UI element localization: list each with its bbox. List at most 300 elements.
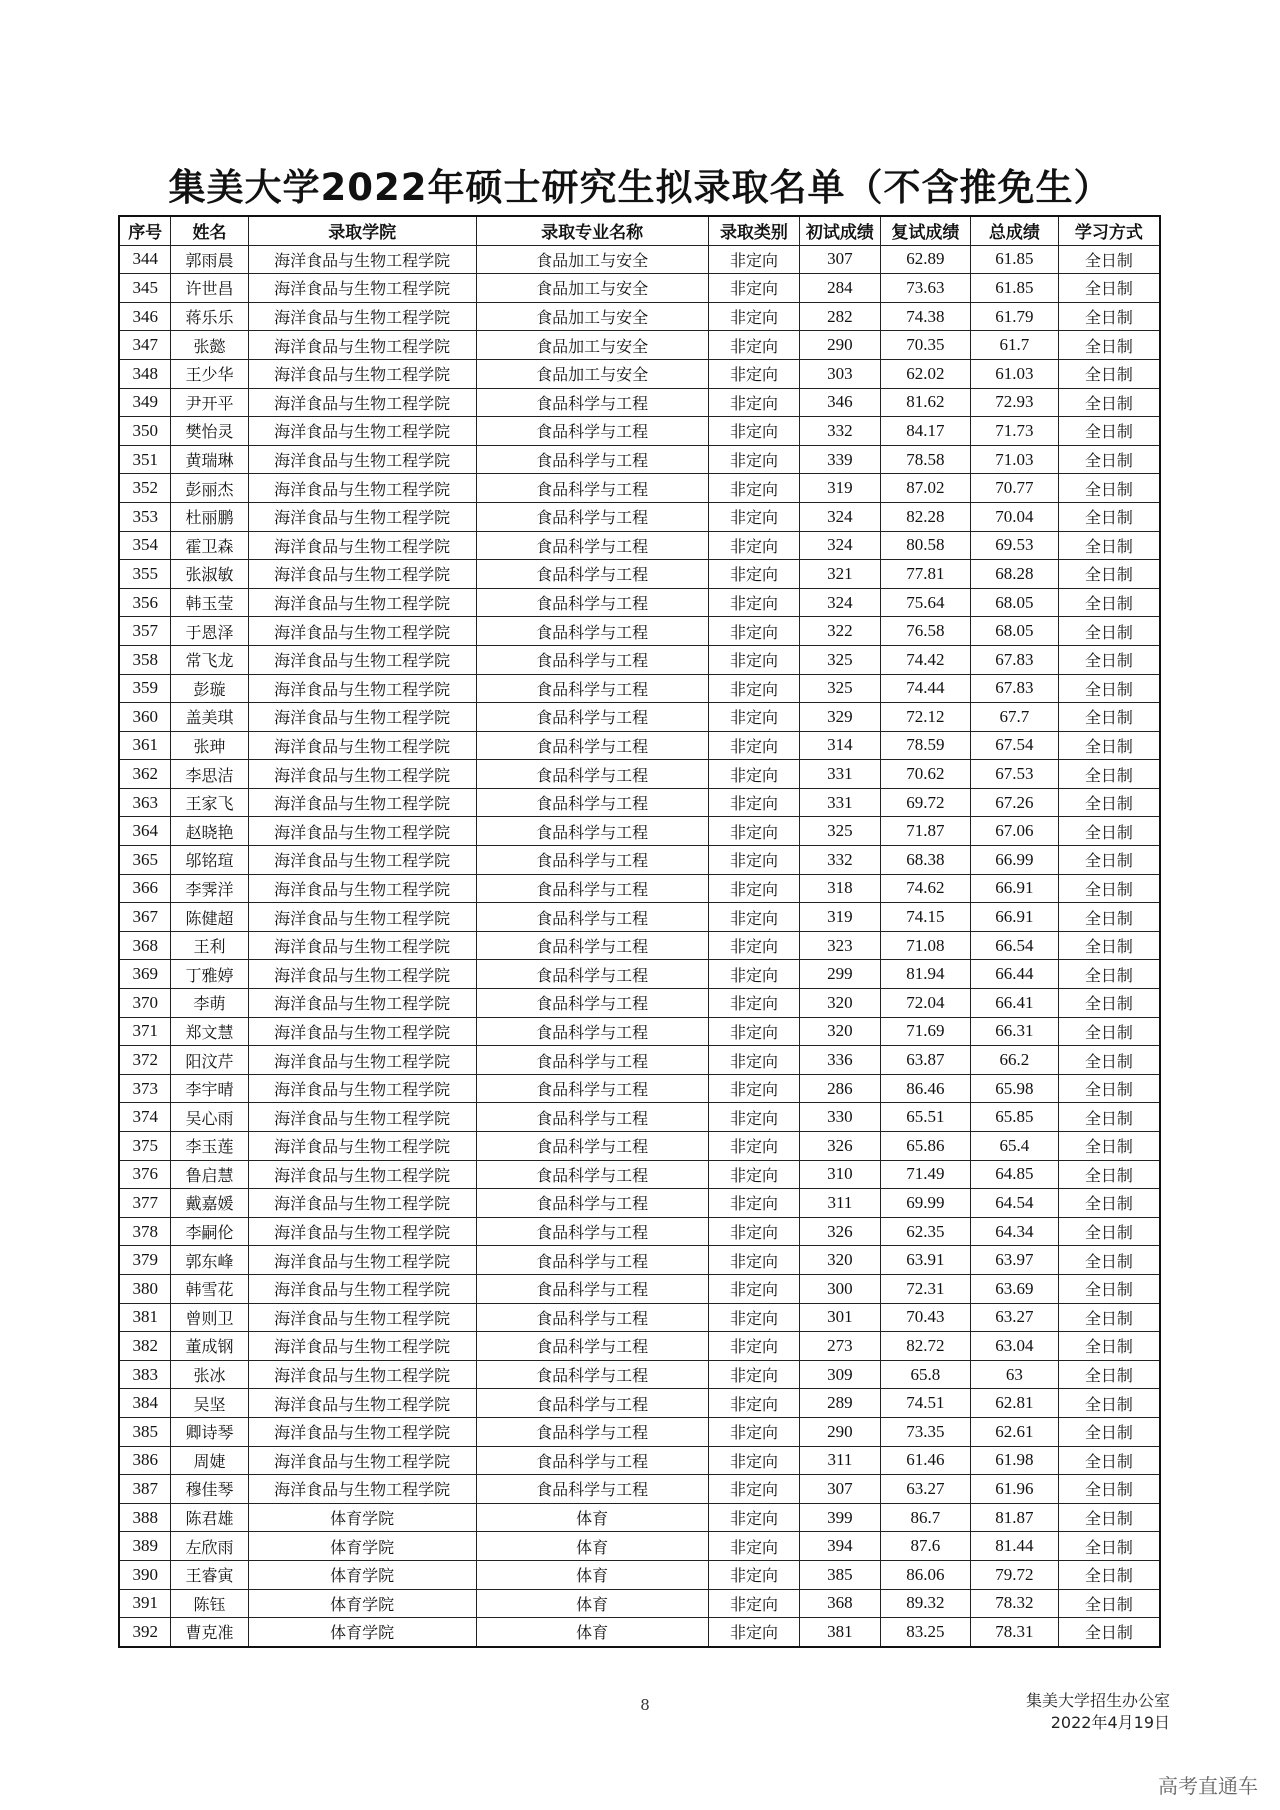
cell-college: 海洋食品与生物工程学院 [248,1417,476,1446]
cell-prelim-score: 319 [800,903,880,932]
cell-major: 食品科学与工程 [476,1160,708,1189]
cell-seq: 379 [119,1246,171,1275]
cell-total-score: 62.61 [971,1417,1059,1446]
cell-major: 食品科学与工程 [476,703,708,732]
cell-retest-score: 68.38 [880,846,971,875]
table-row [119,1475,1160,1504]
cell-total-score: 61.79 [971,302,1059,331]
cell-seq: 384 [119,1389,171,1418]
cell-college: 海洋食品与生物工程学院 [248,1103,476,1132]
cell-total-score: 61.03 [971,359,1059,388]
cell-study-mode: 全日制 [1058,445,1160,474]
cell-college: 海洋食品与生物工程学院 [248,617,476,646]
cell-college: 海洋食品与生物工程学院 [248,1132,476,1161]
cell-category: 非定向 [708,474,800,503]
cell-total-score: 65.4 [971,1132,1059,1161]
cell-name: 陈健超 [171,903,248,932]
cell-retest-score: 73.35 [880,1417,971,1446]
cell-retest-score: 69.72 [880,788,971,817]
cell-study-mode: 全日制 [1058,989,1160,1018]
cell-seq: 358 [119,645,171,674]
table-row [119,760,1160,789]
cell-name: 李嗣伦 [171,1217,248,1246]
cell-category: 非定向 [708,1160,800,1189]
cell-study-mode: 全日制 [1058,1560,1160,1589]
cell-major: 食品科学与工程 [476,1417,708,1446]
cell-name: 郭东峰 [171,1246,248,1275]
table-row [119,1360,1160,1389]
cell-major: 食品科学与工程 [476,1189,708,1218]
cell-category: 非定向 [708,1132,800,1161]
cell-seq: 360 [119,703,171,732]
cell-category: 非定向 [708,331,800,360]
cell-category: 非定向 [708,302,800,331]
cell-study-mode: 全日制 [1058,760,1160,789]
cell-seq: 344 [119,245,171,274]
cell-prelim-score: 399 [800,1503,880,1532]
cell-total-score: 79.72 [971,1560,1059,1589]
table-row [119,1246,1160,1275]
cell-major: 食品科学与工程 [476,874,708,903]
cell-study-mode: 全日制 [1058,1303,1160,1332]
cell-category: 非定向 [708,1189,800,1218]
cell-category: 非定向 [708,417,800,446]
cell-study-mode: 全日制 [1058,1246,1160,1275]
cell-seq: 390 [119,1560,171,1589]
col-header-major: 录取专业名称 [476,216,708,245]
cell-seq: 370 [119,989,171,1018]
cell-total-score: 62.81 [971,1389,1059,1418]
cell-total-score: 65.98 [971,1074,1059,1103]
cell-study-mode: 全日制 [1058,1332,1160,1361]
cell-category: 非定向 [708,1017,800,1046]
table-row [119,1074,1160,1103]
cell-total-score: 71.03 [971,445,1059,474]
cell-study-mode: 全日制 [1058,417,1160,446]
cell-category: 非定向 [708,1503,800,1532]
cell-prelim-score: 286 [800,1074,880,1103]
cell-category: 非定向 [708,1618,800,1647]
cell-study-mode: 全日制 [1058,1618,1160,1647]
cell-category: 非定向 [708,846,800,875]
cell-total-score: 70.04 [971,502,1059,531]
cell-total-score: 67.83 [971,674,1059,703]
cell-major: 食品科学与工程 [476,788,708,817]
table-row [119,703,1160,732]
cell-category: 非定向 [708,1246,800,1275]
cell-study-mode: 全日制 [1058,703,1160,732]
table-row [119,359,1160,388]
cell-college: 海洋食品与生物工程学院 [248,788,476,817]
cell-name: 郑文慧 [171,1017,248,1046]
cell-prelim-score: 289 [800,1389,880,1418]
table-row [119,1618,1160,1647]
cell-prelim-score: 332 [800,846,880,875]
cell-category: 非定向 [708,388,800,417]
cell-name: 张珅 [171,731,248,760]
cell-name: 尹开平 [171,388,248,417]
cell-total-score: 61.98 [971,1446,1059,1475]
table-row [119,560,1160,589]
cell-total-score: 66.54 [971,931,1059,960]
cell-name: 樊怡灵 [171,417,248,446]
cell-retest-score: 65.51 [880,1103,971,1132]
page-title: 集美大学2022年硕士研究生拟录取名单（不含推免生） [168,166,1112,209]
cell-retest-score: 87.02 [880,474,971,503]
cell-major: 体育 [476,1532,708,1561]
cell-college: 体育学院 [248,1560,476,1589]
cell-college: 海洋食品与生物工程学院 [248,1360,476,1389]
cell-prelim-score: 303 [800,359,880,388]
cell-total-score: 61.96 [971,1475,1059,1504]
cell-seq: 353 [119,502,171,531]
col-header-name: 姓名 [171,216,248,245]
cell-name: 王少华 [171,359,248,388]
cell-total-score: 72.93 [971,388,1059,417]
cell-study-mode: 全日制 [1058,359,1160,388]
cell-prelim-score: 300 [800,1274,880,1303]
cell-name: 彭丽杰 [171,474,248,503]
cell-study-mode: 全日制 [1058,1189,1160,1218]
cell-college: 海洋食品与生物工程学院 [248,302,476,331]
cell-seq: 349 [119,388,171,417]
cell-retest-score: 78.59 [880,731,971,760]
table-row [119,245,1160,274]
cell-major: 食品科学与工程 [476,989,708,1018]
cell-retest-score: 72.12 [880,703,971,732]
cell-prelim-score: 330 [800,1103,880,1132]
cell-major: 体育 [476,1618,708,1647]
cell-total-score: 66.91 [971,903,1059,932]
cell-name: 郭雨晨 [171,245,248,274]
cell-study-mode: 全日制 [1058,674,1160,703]
table-row [119,731,1160,760]
cell-seq: 385 [119,1417,171,1446]
table-row [119,474,1160,503]
page-number: 8 [640,1696,650,1714]
cell-seq: 352 [119,474,171,503]
table-row [119,1160,1160,1189]
cell-name: 杜丽鹏 [171,502,248,531]
cell-study-mode: 全日制 [1058,331,1160,360]
cell-prelim-score: 394 [800,1532,880,1561]
cell-college: 海洋食品与生物工程学院 [248,588,476,617]
cell-prelim-score: 307 [800,1475,880,1504]
cell-major: 食品科学与工程 [476,445,708,474]
cell-retest-score: 76.58 [880,617,971,646]
cell-name: 陈君雄 [171,1503,248,1532]
cell-retest-score: 86.06 [880,1560,971,1589]
cell-name: 盖美琪 [171,703,248,732]
cell-retest-score: 62.35 [880,1217,971,1246]
cell-category: 非定向 [708,502,800,531]
cell-retest-score: 63.87 [880,1046,971,1075]
cell-retest-score: 87.6 [880,1532,971,1561]
cell-seq: 378 [119,1217,171,1246]
watermark-text: 高考直通车 [1158,1774,1258,1798]
table-row [119,1017,1160,1046]
cell-study-mode: 全日制 [1058,1274,1160,1303]
cell-prelim-score: 321 [800,560,880,589]
cell-name: 鲁启慧 [171,1160,248,1189]
admission-table [118,215,1161,1648]
cell-college: 体育学院 [248,1503,476,1532]
cell-major: 食品科学与工程 [476,474,708,503]
table-row [119,960,1160,989]
cell-retest-score: 74.15 [880,903,971,932]
cell-name: 穆佳琴 [171,1475,248,1504]
cell-total-score: 66.99 [971,846,1059,875]
cell-college: 海洋食品与生物工程学院 [248,331,476,360]
cell-study-mode: 全日制 [1058,1217,1160,1246]
cell-name: 卿诗琴 [171,1417,248,1446]
cell-total-score: 69.53 [971,531,1059,560]
cell-college: 海洋食品与生物工程学院 [248,359,476,388]
cell-total-score: 67.83 [971,645,1059,674]
cell-college: 海洋食品与生物工程学院 [248,560,476,589]
cell-study-mode: 全日制 [1058,531,1160,560]
cell-retest-score: 86.7 [880,1503,971,1532]
cell-major: 食品科学与工程 [476,502,708,531]
col-header-retest-score: 复试成绩 [880,216,971,245]
cell-total-score: 68.05 [971,588,1059,617]
cell-study-mode: 全日制 [1058,1017,1160,1046]
cell-college: 海洋食品与生物工程学院 [248,1017,476,1046]
cell-seq: 375 [119,1132,171,1161]
cell-retest-score: 63.91 [880,1246,971,1275]
cell-total-score: 63.97 [971,1246,1059,1275]
cell-college: 海洋食品与生物工程学院 [248,1160,476,1189]
cell-name: 李萌 [171,989,248,1018]
cell-study-mode: 全日制 [1058,1360,1160,1389]
cell-prelim-score: 331 [800,760,880,789]
cell-seq: 372 [119,1046,171,1075]
cell-study-mode: 全日制 [1058,388,1160,417]
cell-study-mode: 全日制 [1058,1417,1160,1446]
cell-retest-score: 74.42 [880,645,971,674]
cell-retest-score: 63.27 [880,1475,971,1504]
cell-category: 非定向 [708,760,800,789]
cell-category: 非定向 [708,1103,800,1132]
cell-total-score: 67.26 [971,788,1059,817]
cell-category: 非定向 [708,1475,800,1504]
table-row [119,1046,1160,1075]
cell-total-score: 78.32 [971,1589,1059,1618]
cell-name: 彭璇 [171,674,248,703]
cell-study-mode: 全日制 [1058,1503,1160,1532]
cell-major: 食品科学与工程 [476,1360,708,1389]
cell-retest-score: 82.72 [880,1332,971,1361]
cell-major: 食品科学与工程 [476,846,708,875]
cell-study-mode: 全日制 [1058,302,1160,331]
table-header-row [119,216,1160,245]
cell-retest-score: 75.64 [880,588,971,617]
table-row [119,1560,1160,1589]
cell-seq: 347 [119,331,171,360]
cell-total-score: 65.85 [971,1103,1059,1132]
cell-prelim-score: 324 [800,502,880,531]
cell-college: 海洋食品与生物工程学院 [248,531,476,560]
cell-retest-score: 78.58 [880,445,971,474]
cell-name: 陈钰 [171,1589,248,1618]
cell-major: 食品科学与工程 [476,617,708,646]
cell-major: 食品科学与工程 [476,1217,708,1246]
cell-college: 海洋食品与生物工程学院 [248,1303,476,1332]
cell-category: 非定向 [708,1217,800,1246]
cell-study-mode: 全日制 [1058,731,1160,760]
cell-seq: 391 [119,1589,171,1618]
issuer-block [1026,1690,1170,1734]
cell-name: 邬铭瑄 [171,846,248,875]
cell-major: 食品科学与工程 [476,1017,708,1046]
cell-prelim-score: 309 [800,1360,880,1389]
table-row [119,1189,1160,1218]
cell-study-mode: 全日制 [1058,1074,1160,1103]
cell-college: 海洋食品与生物工程学院 [248,1446,476,1475]
cell-retest-score: 70.43 [880,1303,971,1332]
cell-college: 体育学院 [248,1618,476,1647]
cell-retest-score: 65.8 [880,1360,971,1389]
table-row [119,445,1160,474]
table-row [119,502,1160,531]
cell-retest-score: 62.02 [880,359,971,388]
cell-college: 海洋食品与生物工程学院 [248,989,476,1018]
cell-total-score: 64.34 [971,1217,1059,1246]
cell-name: 周婕 [171,1446,248,1475]
cell-name: 黄瑞琳 [171,445,248,474]
cell-category: 非定向 [708,960,800,989]
cell-prelim-score: 290 [800,1417,880,1446]
cell-prelim-score: 324 [800,588,880,617]
cell-total-score: 81.87 [971,1503,1059,1532]
cell-prelim-score: 284 [800,274,880,303]
cell-college: 海洋食品与生物工程学院 [248,1217,476,1246]
cell-major: 食品科学与工程 [476,1103,708,1132]
cell-name: 曹克准 [171,1618,248,1647]
cell-prelim-score: 318 [800,874,880,903]
table-row [119,417,1160,446]
cell-major: 食品科学与工程 [476,1389,708,1418]
cell-retest-score: 61.46 [880,1446,971,1475]
cell-seq: 387 [119,1475,171,1504]
cell-prelim-score: 324 [800,531,880,560]
cell-college: 海洋食品与生物工程学院 [248,731,476,760]
cell-study-mode: 全日制 [1058,502,1160,531]
cell-total-score: 68.28 [971,560,1059,589]
cell-category: 非定向 [708,1560,800,1589]
table-row [119,674,1160,703]
cell-category: 非定向 [708,1446,800,1475]
cell-prelim-score: 311 [800,1189,880,1218]
cell-study-mode: 全日制 [1058,1532,1160,1561]
cell-seq: 373 [119,1074,171,1103]
table-row [119,1332,1160,1361]
cell-college: 海洋食品与生物工程学院 [248,703,476,732]
cell-retest-score: 72.04 [880,989,971,1018]
cell-total-score: 66.41 [971,989,1059,1018]
cell-prelim-score: 325 [800,817,880,846]
cell-major: 食品科学与工程 [476,674,708,703]
cell-prelim-score: 310 [800,1160,880,1189]
cell-major: 食品加工与安全 [476,302,708,331]
cell-total-score: 63.04 [971,1332,1059,1361]
cell-retest-score: 81.62 [880,388,971,417]
cell-seq: 348 [119,359,171,388]
cell-category: 非定向 [708,1046,800,1075]
cell-college: 海洋食品与生物工程学院 [248,274,476,303]
cell-seq: 367 [119,903,171,932]
cell-retest-score: 86.46 [880,1074,971,1103]
cell-major: 食品科学与工程 [476,1274,708,1303]
cell-total-score: 63 [971,1360,1059,1389]
cell-seq: 346 [119,302,171,331]
cell-total-score: 66.2 [971,1046,1059,1075]
cell-seq: 382 [119,1332,171,1361]
cell-total-score: 64.85 [971,1160,1059,1189]
cell-study-mode: 全日制 [1058,1103,1160,1132]
cell-college: 海洋食品与生物工程学院 [248,960,476,989]
cell-seq: 386 [119,1446,171,1475]
cell-college: 海洋食品与生物工程学院 [248,417,476,446]
cell-college: 海洋食品与生物工程学院 [248,1046,476,1075]
cell-study-mode: 全日制 [1058,617,1160,646]
cell-study-mode: 全日制 [1058,1589,1160,1618]
table-row [119,1532,1160,1561]
cell-college: 海洋食品与生物工程学院 [248,903,476,932]
cell-seq: 361 [119,731,171,760]
cell-major: 食品科学与工程 [476,731,708,760]
cell-category: 非定向 [708,645,800,674]
cell-name: 董成钢 [171,1332,248,1361]
cell-total-score: 61.85 [971,274,1059,303]
cell-name: 张冰 [171,1360,248,1389]
cell-name: 许世昌 [171,274,248,303]
cell-college: 海洋食品与生物工程学院 [248,445,476,474]
table-row [119,788,1160,817]
cell-college: 海洋食品与生物工程学院 [248,474,476,503]
table-row [119,817,1160,846]
table-row [119,531,1160,560]
cell-college: 海洋食品与生物工程学院 [248,502,476,531]
cell-retest-score: 70.62 [880,760,971,789]
table-row [119,931,1160,960]
cell-major: 体育 [476,1589,708,1618]
cell-study-mode: 全日制 [1058,474,1160,503]
table-body [119,245,1160,1647]
cell-major: 食品科学与工程 [476,531,708,560]
cell-name: 吴坚 [171,1389,248,1418]
cell-name: 阳汶芹 [171,1046,248,1075]
cell-prelim-score: 320 [800,989,880,1018]
cell-name: 蒋乐乐 [171,302,248,331]
cell-seq: 377 [119,1189,171,1218]
cell-retest-score: 73.63 [880,274,971,303]
cell-study-mode: 全日制 [1058,960,1160,989]
cell-major: 食品科学与工程 [476,903,708,932]
cell-study-mode: 全日制 [1058,788,1160,817]
cell-major: 食品科学与工程 [476,588,708,617]
cell-category: 非定向 [708,703,800,732]
cell-prelim-score: 320 [800,1246,880,1275]
col-header-seq: 序号 [119,216,171,245]
cell-seq: 345 [119,274,171,303]
cell-retest-score: 71.49 [880,1160,971,1189]
cell-major: 食品科学与工程 [476,1475,708,1504]
cell-major: 食品加工与安全 [476,359,708,388]
cell-total-score: 67.06 [971,817,1059,846]
cell-seq: 381 [119,1303,171,1332]
cell-retest-score: 74.38 [880,302,971,331]
